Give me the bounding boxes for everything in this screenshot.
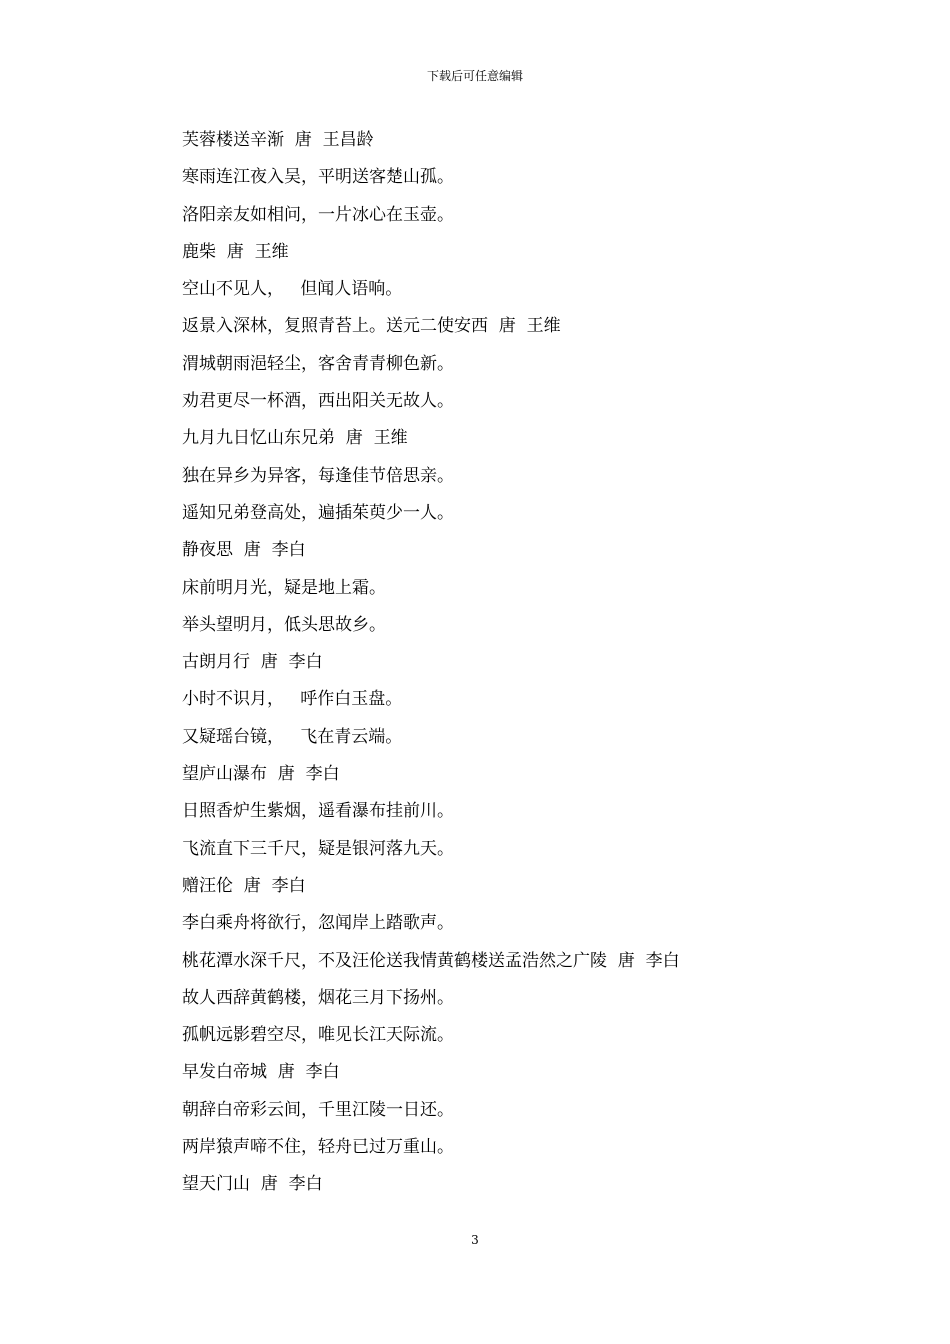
text-line: 洛阳亲友如相问，一片冰心在玉壶。 xyxy=(182,204,454,225)
text-line: 桃花潭水深千尺，不及汪伦送我情黄鹤楼送孟浩然之广陵 唐 李白 xyxy=(182,950,680,971)
text-line: 古朗月行 唐 李白 xyxy=(182,652,323,673)
text-line: 床前明月光，疑是地上霜。 xyxy=(182,577,386,598)
text-line: 望庐山瀑布 唐 李白 xyxy=(182,764,340,785)
text-line: 返景入深林，复照青苔上。送元二使安西 唐 王维 xyxy=(182,316,561,337)
text-line: 遥知兄弟登高处，遍插茱萸少一人。 xyxy=(182,502,454,523)
text-line: 望天门山 唐 李白 xyxy=(182,1174,323,1195)
text-line: 早发白帝城 唐 李白 xyxy=(182,1062,340,1083)
text-line: 两岸猿声啼不住，轻舟已过万重山。 xyxy=(182,1137,454,1158)
text-line: 飞流直下三千尺，疑是银河落九天。 xyxy=(182,838,454,859)
text-line: 寒雨连江夜入吴，平明送客楚山孤。 xyxy=(182,167,454,188)
text-line: 劝君更尽一杯酒，西出阳关无故人。 xyxy=(182,391,454,412)
text-line: 朝辞白帝彩云间，千里江陵一日还。 xyxy=(182,1099,454,1120)
document-body xyxy=(182,122,802,1204)
text-line: 鹿柴 唐 王维 xyxy=(182,241,289,262)
text-line: 李白乘舟将欲行，忽闻岸上踏歌声。 xyxy=(182,913,454,934)
text-line: 独在异乡为异客，每逢佳节倍思亲。 xyxy=(182,465,454,486)
page-number: 3 xyxy=(471,1233,479,1247)
text-line: 赠汪伦 唐 李白 xyxy=(182,875,306,896)
text-line: 小时不识月， 呼作白玉盘。 xyxy=(182,689,403,710)
text-line: 故人西辞黄鹤楼，烟花三月下扬州。 xyxy=(182,987,454,1008)
text-line: 举头望明月，低头思故乡。 xyxy=(182,614,386,635)
text-line: 渭城朝雨浥轻尘，客舍青青柳色新。 xyxy=(182,353,454,374)
text-line: 静夜思 唐 李白 xyxy=(182,540,306,561)
text-line: 空山不见人， 但闻人语响。 xyxy=(182,279,403,300)
text-line: 孤帆远影碧空尽，唯见长江天际流。 xyxy=(182,1025,454,1046)
text-line: 日照香炉生紫烟，遥看瀑布挂前川。 xyxy=(182,801,454,822)
text-line: 芙蓉楼送辛渐 唐 王昌龄 xyxy=(182,130,374,150)
text-line: 九月九日忆山东兄弟 唐 王维 xyxy=(182,428,408,449)
page-header: 下载后可任意编辑 xyxy=(426,69,523,83)
text-line: 又疑瑶台镜， 飞在青云端。 xyxy=(182,726,403,747)
